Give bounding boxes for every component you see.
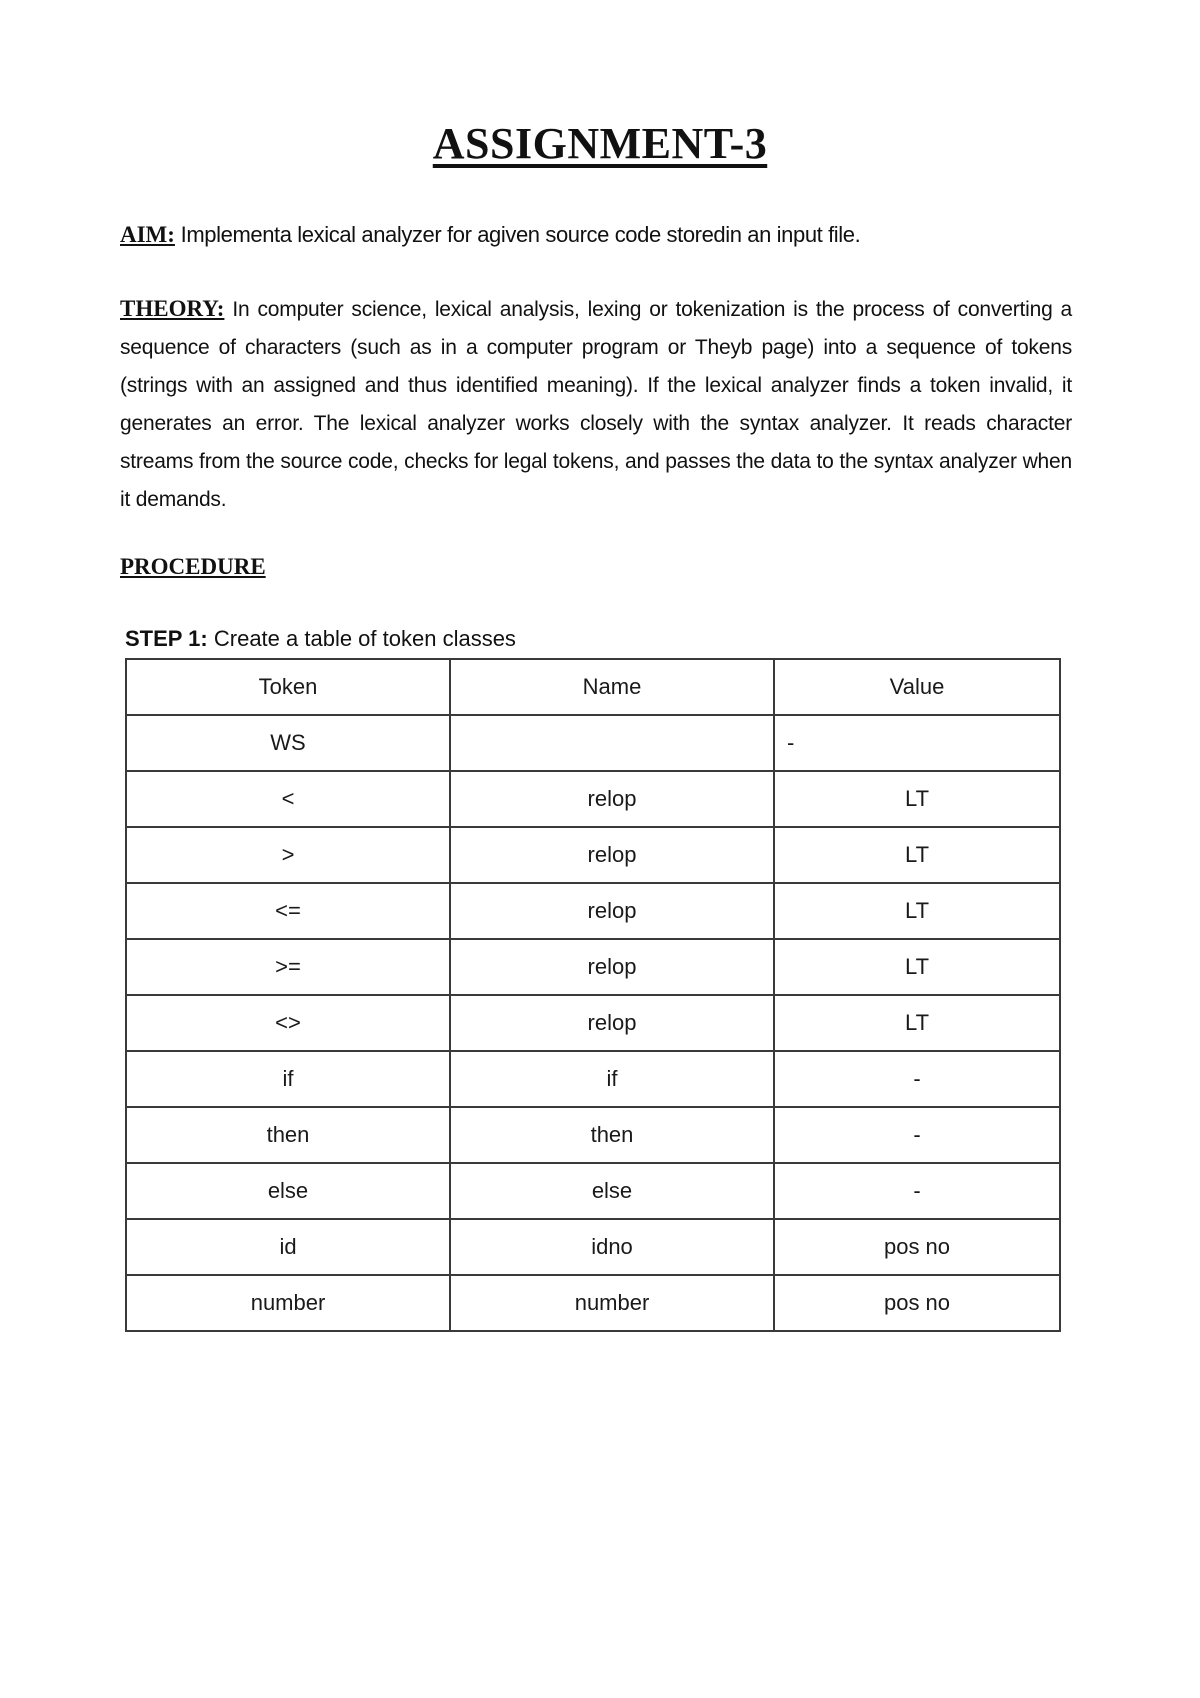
theory-text: In computer science, lexical analysis, lexing or tokenization is the process of converting a sequence of characters (such as in a computer program or Theyb page) into a sequence of tokens (strings with an assigned and thus identified meaning). If the lexical analyzer finds a token invalid, it generates an error. The lexical analyzer works closely with the syntax analyzer. It reads character streams from the source code, checks for legal tokens, and passes the data to the syntax analyzer when it demands. — [120, 298, 1072, 511]
cell-value: - — [774, 1107, 1060, 1163]
table-header-row — [126, 659, 1060, 715]
cell-token: WS — [126, 715, 450, 771]
document-title: ASSIGNMENT-3 — [432, 119, 768, 168]
cell-name: if — [450, 1051, 774, 1107]
step-text: Create a table of token classes — [213, 626, 516, 651]
aim-label: AIM: — [120, 222, 175, 247]
cell-name: idno — [450, 1219, 774, 1275]
cell-token: number — [126, 1275, 450, 1331]
cell-token: then — [126, 1107, 450, 1163]
cell-token: > — [126, 827, 450, 883]
table-row — [126, 771, 1060, 827]
table-row — [126, 1275, 1060, 1331]
cell-value: - — [774, 1051, 1060, 1107]
cell-name: relop — [450, 939, 774, 995]
table-row — [126, 883, 1060, 939]
cell-token: <> — [126, 995, 450, 1051]
cell-token: else — [126, 1163, 450, 1219]
cell-value: - — [774, 715, 1060, 771]
table-row — [126, 1107, 1060, 1163]
cell-name: number — [450, 1275, 774, 1331]
step-label: STEP 1: — [125, 626, 208, 651]
cell-value: pos no — [774, 1275, 1060, 1331]
step-1-heading — [125, 626, 516, 652]
header-value: Value — [774, 659, 1060, 715]
aim-paragraph — [120, 222, 1080, 248]
cell-name: relop — [450, 827, 774, 883]
token-classes-table — [125, 658, 1061, 1332]
cell-value: LT — [774, 939, 1060, 995]
procedure-heading: PROCEDURE — [120, 554, 266, 579]
cell-value: LT — [774, 827, 1060, 883]
cell-value: LT — [774, 883, 1060, 939]
cell-token: if — [126, 1051, 450, 1107]
cell-value: - — [774, 1163, 1060, 1219]
cell-token: < — [126, 771, 450, 827]
header-token: Token — [126, 659, 450, 715]
table-row — [126, 827, 1060, 883]
aim-text: Implementa lexical analyzer for agiven source code storedin an input file. — [180, 222, 861, 247]
cell-name: relop — [450, 771, 774, 827]
cell-token: id — [126, 1219, 450, 1275]
cell-name: then — [450, 1107, 774, 1163]
cell-value: LT — [774, 995, 1060, 1051]
cell-value: LT — [774, 771, 1060, 827]
cell-name: relop — [450, 995, 774, 1051]
theory-paragraph — [120, 290, 1072, 519]
theory-label: THEORY: — [120, 296, 225, 321]
cell-name: relop — [450, 883, 774, 939]
table-row — [126, 1219, 1060, 1275]
cell-value: pos no — [774, 1219, 1060, 1275]
header-name: Name — [450, 659, 774, 715]
table-row — [126, 1051, 1060, 1107]
table-row — [126, 939, 1060, 995]
cell-token: >= — [126, 939, 450, 995]
cell-name: else — [450, 1163, 774, 1219]
table-row — [126, 1163, 1060, 1219]
cell-token: <= — [126, 883, 450, 939]
table-row — [126, 995, 1060, 1051]
table-row — [126, 715, 1060, 771]
cell-name — [450, 715, 774, 771]
